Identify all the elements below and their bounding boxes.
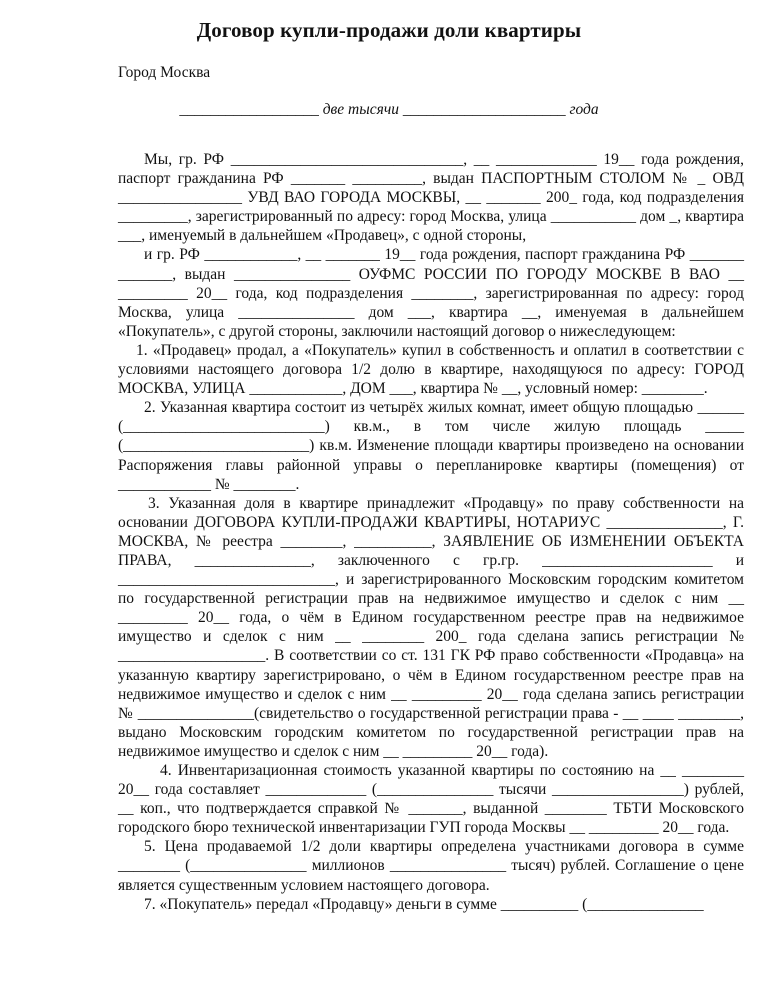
paragraph-seller: Мы, гр. РФ ______________________________, __ _____________ 19__ года рождения, паспорт гражданина РФ _______ _________, выдан ПАСПОРТНЫМ СТОЛОМ № _ ОВД ________________ УВД ВАО ГОРОДА МОСКВЫ, __ _______ 200_ года, код подразделения _________, зарегистрированный по адресу: город Москва, улица ___________ дом _, квартира ___, именуемый в дальнейшем «Продавец», с одной стороны, [118, 151, 744, 245]
document-title: Договор купли-продажи доли квартиры [196, 18, 582, 42]
contract-body [118, 150, 744, 914]
clause-5: 5. Цена продаваемой 1/2 доли квартиры определена участниками договора в сумме ________ (_______________ миллионов _______________ тысяч) рублей. Соглашение о цене является существенным условием настоящего договора. [118, 838, 744, 894]
clause-2: 2. Указанная квартира состоит из четырёх жилых комнат, имеет общую площадью ______ (__________________________) кв.м., в том числе жилую площадь _____ (________________________) кв.м. Изменение площади квартиры произведено на основании Распоряжения главы районной управы о перепланировке квартиры (помещения) от ____________ № ________. [118, 399, 744, 493]
clause-1: 1. «Продавец» продал, а «Покупатель» купил в собственность и оплатил в соответствии с условиями настоящего договора 1/2 долю в квартире, находящуюся по адресу: ГОРОД МОСКВА, УЛИЦА ____________, ДОМ ___, квартира № __, условный номер: ________. [118, 341, 744, 398]
clause-7: 7. «Покупатель» передал «Продавцу» деньги в сумме __________ (_______________ [144, 895, 704, 913]
date-line: __________________ две тысячи _____________________ года [179, 101, 599, 118]
clause-3: 3. Указанная доля в квартире принадлежит «Продавцу» по праву собственности на основании ДОГОВОРА КУПЛИ-ПРОДАЖИ КВАРТИРЫ, НОТАРИУС _______________, Г. МОСКВА, № реестра ________, __________, ЗАЯВЛЕНИЕ ОБ ИЗМЕНЕНИИ ОБЪЕКТА ПРАВА, _______________, заключенного с гр.гр. ______________________ и ____________________________, и зарегистрированного Московским городским комитетом по государственной регистрации прав на недвижимое имущество и сделок с ним __ _________ 20__ года, о чём в Едином государственном реестре прав на недвижимое имущество и сделок с ним __ ________ 200_ года сделана запись регистрации № ___________________. В соответствии со ст. 131 ГК РФ право собственности «Продавца» на указанную квартиру зарегистрировано, о чём в Едином государственном реестре прав на недвижимое имущество и сделок с ним __ _________ 20__ года сделана запись регистрации № _______________(свидетельство о государственной регистрации права - __ ____ ________, выдано Московским городским комитетом по государственной регистрации прав на недвижимое имущество и сделок с ним __ _________ 20__ года). [118, 494, 744, 760]
clause-4: 4. Инвентаризационная стоимость указанной квартиры по состоянию на __ ________ 20__ года составляет _____________ (_______________ тысячи _________________) рублей, __ коп., что подтверждается справкой № _______, выданной ________ ТБТИ Московского городского бюро технической инвентаризации ГУП города Москвы __ _________ 20__ года. [118, 762, 744, 837]
city-label: Город Москва [118, 64, 211, 81]
paragraph-buyer: и гр. РФ ____________, __ _______ 19__ года рождения, паспорт гражданина РФ _______ _______, выдан _______________ ОУФМС РОССИИ ПО ГОРОДУ МОСКВЕ В ВАО __ _________ 20__ года, код подразделения ________, зарегистрированная по адресу: город Москва, улица _______________ дом ___, квартира __, именуемая в дальнейшем «Покупатель», с другой стороны, заключили настоящий договор о нижеследующем: [118, 246, 744, 340]
